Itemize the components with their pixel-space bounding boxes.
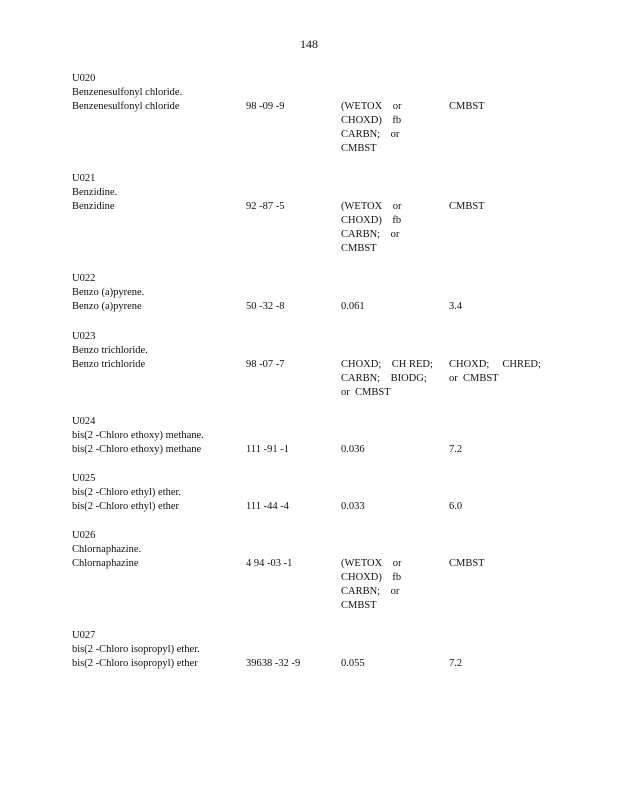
nonwastewater-standard: CMBST [449,101,485,112]
waste-code: U022 [72,273,96,284]
waste-code: U025 [72,473,96,484]
waste-code: U024 [72,416,96,427]
wastewater-standard: 0.036 [341,444,365,455]
cas-number: 111 -91 -1 [246,444,289,455]
nonwastewater-standard: CMBST [449,558,485,569]
waste-name: Benzo (a)pyrene [72,301,142,312]
waste-code: U023 [72,331,96,342]
waste-name: Benzidine [72,201,115,212]
waste-name-heading: Benzidine. [72,187,118,198]
waste-name-heading: bis(2 -Chloro isopropyl) ether. [72,644,200,655]
nonwastewater-standard: 3.4 [449,301,463,312]
waste-name: bis(2 -Chloro isopropyl) ether [72,658,198,669]
cas-number: 98 -09 -9 [246,101,285,112]
waste-name-heading: bis(2 -Chloro ethoxy) methane. [72,430,204,441]
waste-name-heading: Benzenesulfonyl chloride. [72,87,183,98]
waste-entry-u024 [72,415,552,457]
waste-name: bis(2 -Chloro ethoxy) methane [72,444,202,455]
cas-number: 50 -32 -8 [246,301,285,312]
waste-code: U020 [72,73,96,84]
nonwastewater-standard: 7.2 [449,444,463,455]
nonwastewater-standard: 7.2 [449,658,463,669]
waste-name: Benzo trichloride [72,359,146,370]
wastewater-standard: CHOXD; CH RED; CARBN; BIODG; or CMBST [341,359,433,398]
waste-entry-u022 [72,272,552,314]
waste-name-heading: Benzo (a)pyrene. [72,287,145,298]
cas-number: 92 -87 -5 [246,201,285,212]
page-number: 148 [300,37,318,51]
waste-name-heading: Chlornaphazine. [72,544,142,555]
cas-number: 98 -07 -7 [246,359,285,370]
waste-entry-u023 [72,330,552,398]
waste-name-heading: bis(2 -Chloro ethyl) ether. [72,487,182,498]
nonwastewater-standard: CMBST [449,201,485,212]
wastewater-standard: (WETOX or CHOXD) fb CARBN; or CMBST [341,101,402,154]
waste-entry-u020 [72,72,552,154]
waste-code: U021 [72,173,96,184]
waste-name: Benzenesulfonyl chloride [72,101,180,112]
waste-entry-u027 [72,629,552,671]
cas-number: 4 94 -03 -1 [246,558,293,569]
waste-code: U027 [72,630,96,641]
waste-name-heading: Benzo trichloride. [72,345,148,356]
waste-entry-u026 [72,529,552,611]
waste-name: Chlornaphazine [72,558,139,569]
cas-number: 111 -44 -4 [246,501,289,512]
waste-name: bis(2 -Chloro ethyl) ether [72,501,180,512]
cas-number: 39638 -32 -9 [246,658,301,669]
wastewater-standard: (WETOX or CHOXD) fb CARBN; or CMBST [341,558,402,611]
nonwastewater-standard: CHOXD; CHRED; or CMBST [449,359,541,384]
wastewater-standard: (WETOX or CHOXD) fb CARBN; or CMBST [341,201,402,254]
wastewater-standard: 0.055 [341,658,365,669]
waste-entry-u021 [72,172,552,254]
waste-entry-u025 [72,472,552,514]
waste-code: U026 [72,530,96,541]
nonwastewater-standard: 6.0 [449,501,463,512]
wastewater-standard: 0.061 [341,301,365,312]
wastewater-standard: 0.033 [341,501,365,512]
